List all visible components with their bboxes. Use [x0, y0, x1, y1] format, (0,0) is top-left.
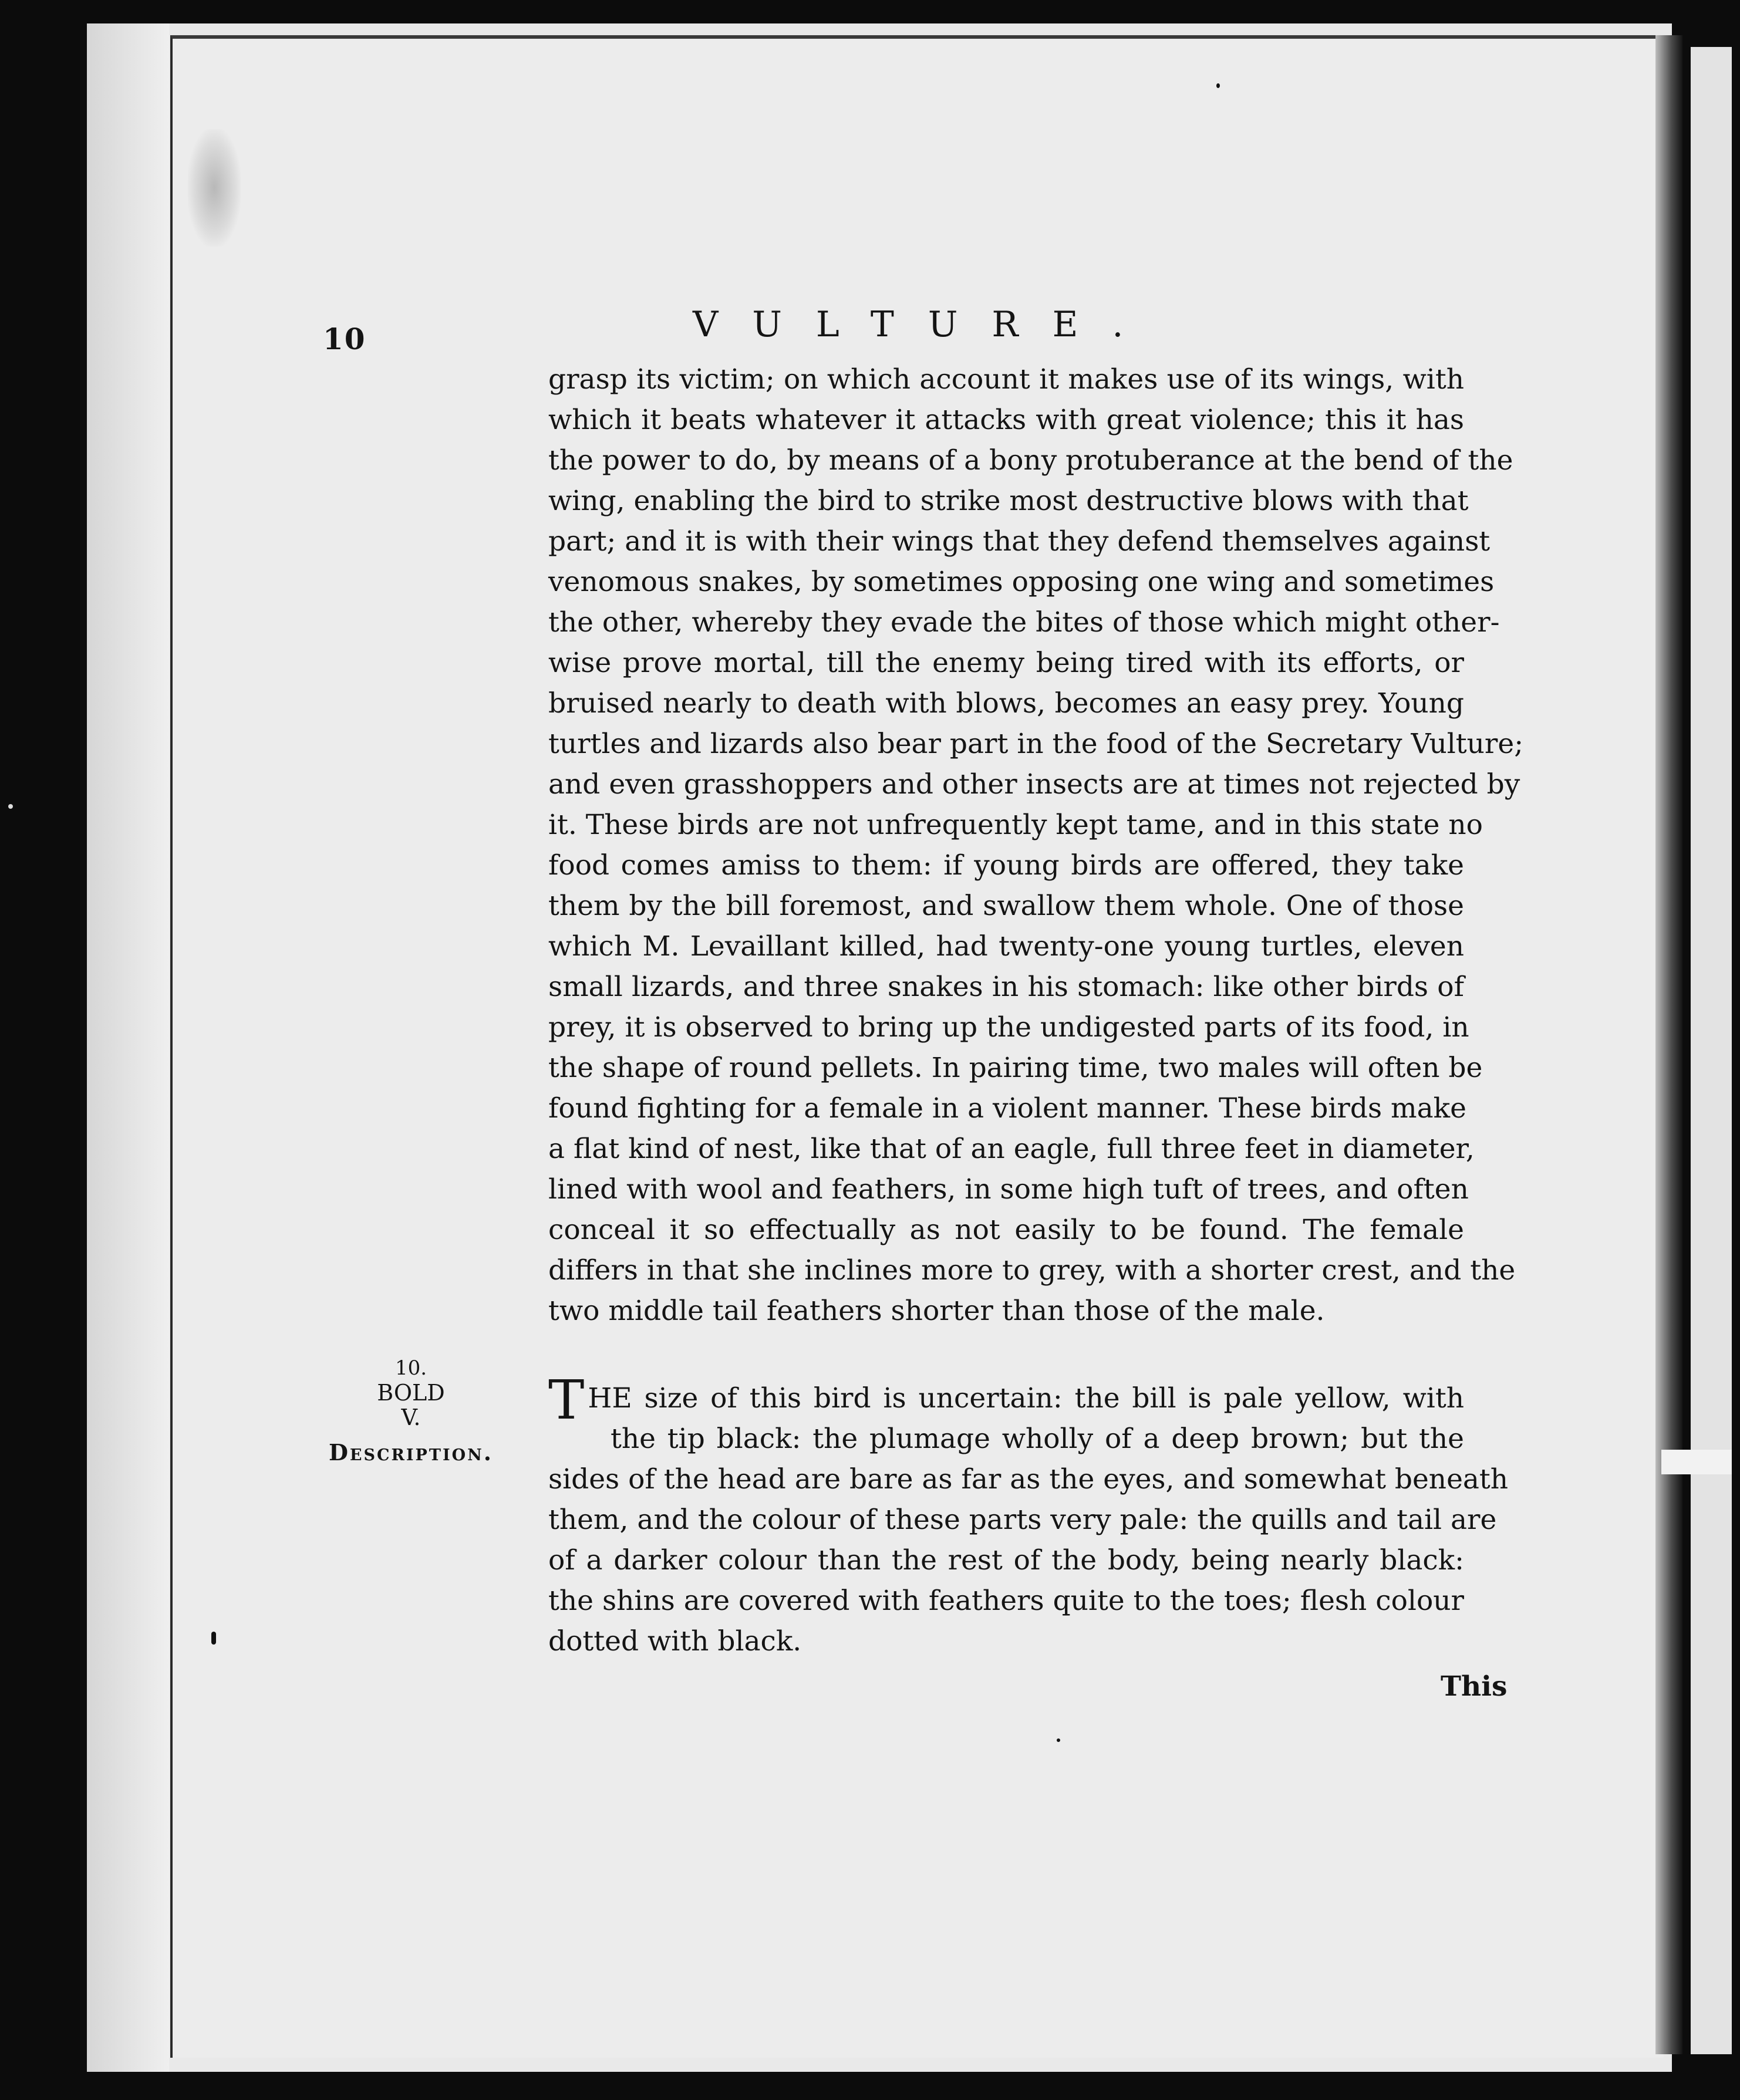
species-name-line2: V.	[401, 1404, 421, 1430]
text-line: a flat kind of nest, like that of an eagle, full three feet in diameter,	[548, 1133, 1475, 1165]
text-line: them, and the colour of these parts very pale: the quills and tail are	[548, 1504, 1497, 1536]
text-line: which it beats whatever it attacks with great violence; this it has	[548, 404, 1464, 436]
catchword: This	[1441, 1670, 1508, 1703]
text-line: HE size of this bird is uncertain: the bill is pale yellow, with	[588, 1382, 1464, 1414]
text-line: lined with wool and feathers, in some high tuft of trees, and often	[548, 1173, 1469, 1206]
text-line: differs in that she inclines more to grey, with a shorter crest, and the	[548, 1254, 1516, 1287]
text-line: the other, whereby they evade the bites of those which might other-	[548, 606, 1500, 639]
text-line: part; and it is with their wings that they defend themselves against	[548, 525, 1491, 558]
paragraph-2	[548, 1369, 1509, 1662]
text-line: which M. Levaillant killed, had twenty-one young turtles, eleven	[548, 930, 1464, 963]
text-line: found fighting for a female in a violent manner. These birds make	[548, 1092, 1466, 1125]
page-number: 10	[323, 322, 366, 356]
ink-speck	[1057, 1738, 1060, 1742]
text-line: and even grasshoppers and other insects are at times not rejected by	[548, 768, 1520, 801]
text-line: the tip black: the plumage wholly of a deep brown; but the	[611, 1423, 1464, 1455]
paragraph-1	[548, 359, 1524, 1331]
paper-stain	[188, 129, 241, 247]
text-line: the shape of round pellets. In pairing time, two males will often be	[548, 1052, 1483, 1084]
text-line: prey, it is observed to bring up the undigested parts of its food, in	[548, 1011, 1469, 1044]
previous-page-edge	[87, 23, 169, 2072]
text-line: grasp its victim; on which account it makes use of its wings, with	[548, 363, 1464, 396]
text-line: bruised nearly to death with blows, becomes an easy prey. Young	[548, 687, 1464, 720]
text-line: wise prove mortal, till the enemy being tired with its efforts, or	[548, 647, 1464, 679]
text-line: sides of the head are bare as far as the eyes, and somewhat beneath	[548, 1463, 1509, 1495]
text-line: of a darker colour than the rest of the body, being nearly black:	[548, 1544, 1464, 1576]
gutter-shadow	[1655, 35, 1682, 2054]
text-line: conceal it so effectually as not easily to be found. The female	[548, 1214, 1464, 1246]
text-line: food comes amiss to them: if young birds are offered, they take	[548, 849, 1464, 882]
species-name-line1: BOLD	[377, 1380, 445, 1406]
text-line: wing, enabling the bird to strike most destructive blows with that	[548, 485, 1469, 517]
text-line: it. These birds are not unfrequently kept tame, and in this state no	[548, 809, 1483, 841]
text-line: two middle tail feathers shorter than those of the male.	[548, 1295, 1325, 1327]
text-line: the power to do, by means of a bony protuberance at the bend of the	[548, 444, 1513, 477]
text-line: the shins are covered with feathers quite to the toes; flesh colour	[548, 1585, 1464, 1617]
margin-note	[305, 1356, 517, 1465]
text-line: dotted with black.	[548, 1625, 802, 1657]
running-title: VULTURE.	[693, 304, 1158, 345]
ink-speck	[8, 804, 13, 809]
main-text	[548, 359, 1524, 1662]
page-edge-notch	[1661, 1450, 1732, 1474]
text-line: turtles and lizards also bear part in the food of the Secretary Vulture;	[548, 728, 1524, 760]
text-line: venomous snakes, by sometimes opposing one wing and sometimes	[548, 566, 1495, 598]
drop-cap: T	[548, 1369, 585, 1431]
description-label: Description.	[328, 1439, 494, 1466]
text-line: small lizards, and three snakes in his stomach: like other birds of	[548, 971, 1464, 1003]
ink-speck	[1216, 83, 1220, 88]
text-line: them by the bill foremost, and swallow them whole. One of those	[548, 890, 1464, 922]
next-page-edge	[1691, 47, 1732, 2054]
paragraph-gap	[548, 1331, 1464, 1378]
ink-speck	[211, 1632, 216, 1645]
species-number: 10.	[394, 1356, 427, 1380]
